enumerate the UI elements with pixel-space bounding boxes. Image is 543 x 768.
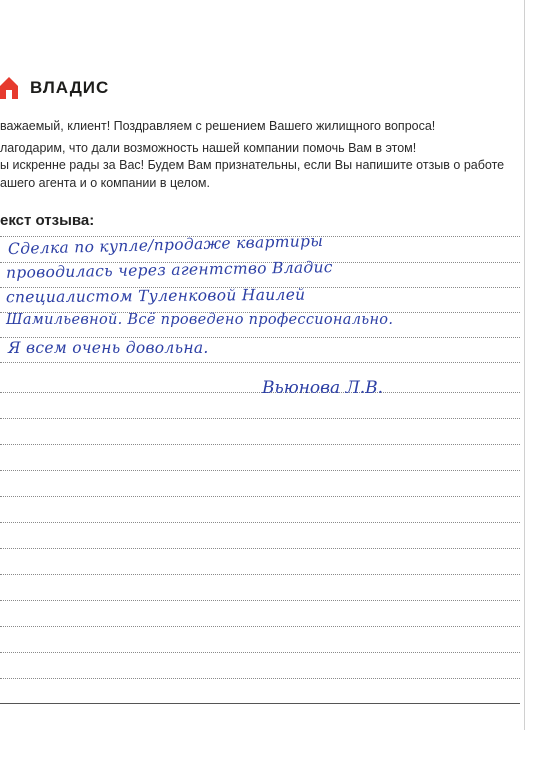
ruled-line bbox=[0, 418, 520, 419]
ruled-line bbox=[0, 548, 520, 549]
review-heading: екст отзыва: bbox=[0, 212, 95, 229]
intro-line: ы искренне рады за Вас! Будем Вам признательны, если Вы напишите отзыв о работе bbox=[0, 158, 505, 172]
ruled-line bbox=[0, 626, 520, 627]
page-edge bbox=[524, 0, 525, 730]
logo-text: ВЛАДИС bbox=[30, 78, 110, 97]
intro-line: важаемый, клиент! Поздравляем с решением Вашего жилищного вопроса! bbox=[0, 119, 436, 133]
handwritten-line: специалистом Туленковой Наилей bbox=[5, 285, 306, 307]
handwritten-line: Шамильевной. Всё проведено профессионально. bbox=[6, 312, 394, 328]
ruled-line bbox=[0, 444, 520, 445]
intro-text bbox=[0, 118, 520, 192]
ruled-line bbox=[0, 362, 520, 363]
handwritten-line: Сделка по купле/продаже квартиры bbox=[7, 231, 324, 259]
company-logo bbox=[0, 74, 109, 102]
ruled-line bbox=[0, 470, 520, 471]
ruled-line bbox=[0, 574, 520, 575]
ruled-line bbox=[0, 337, 520, 338]
ruled-line bbox=[0, 496, 520, 497]
house-logo-icon bbox=[0, 77, 18, 99]
ruled-line bbox=[0, 392, 520, 393]
handwritten-line: Я всем очень довольна. bbox=[8, 339, 209, 357]
ruled-line bbox=[0, 678, 520, 679]
intro-line: ашего агента и о компании в целом. bbox=[0, 175, 210, 190]
signature: Вьюнова Л.В. bbox=[262, 378, 384, 398]
ruled-line bbox=[0, 522, 520, 523]
handwritten-line: проводилась через агентство Владис bbox=[5, 258, 333, 282]
ruled-line bbox=[0, 652, 520, 653]
ruled-line bbox=[0, 600, 520, 601]
intro-line: лагодарим, что дали возможность нашей компании помочь Вам в этом! bbox=[0, 140, 417, 155]
bottom-rule bbox=[0, 703, 520, 704]
